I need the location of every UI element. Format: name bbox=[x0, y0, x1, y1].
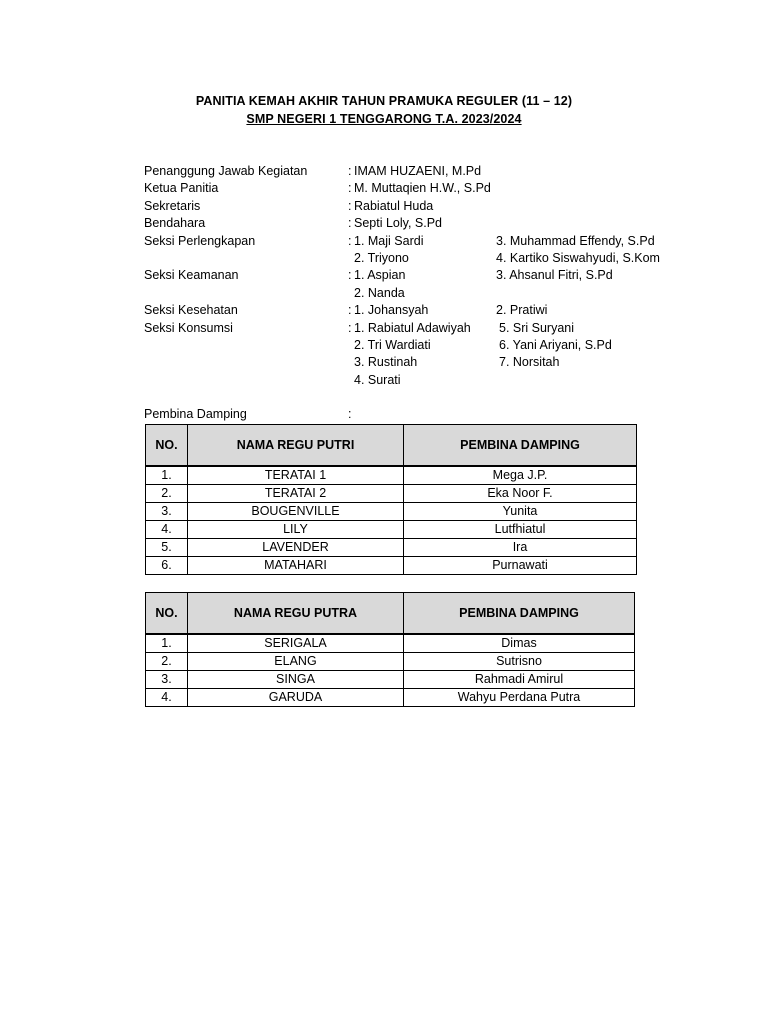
cell-nama-regu: GARUDA bbox=[188, 689, 404, 707]
role-member: 1. Aspian bbox=[354, 268, 406, 283]
role-colon: : bbox=[348, 303, 352, 318]
cell-no: 5. bbox=[146, 539, 188, 557]
table-regu-putra bbox=[145, 592, 635, 707]
committee-roles bbox=[144, 163, 684, 389]
role-member: 1. Johansyah bbox=[354, 303, 429, 318]
role-member: 1. Rabiatul Adawiyah bbox=[354, 320, 471, 335]
role-row bbox=[144, 163, 684, 180]
cell-no: 4. bbox=[146, 521, 188, 539]
table-row bbox=[146, 485, 637, 503]
role-label: Seksi Kesehatan bbox=[144, 303, 238, 318]
cell-nama-regu: LILY bbox=[188, 521, 404, 539]
role-label: Seksi Perlengkapan bbox=[144, 233, 256, 248]
cell-no: 3. bbox=[146, 503, 188, 521]
cell-nama-regu: SERIGALA bbox=[188, 635, 404, 653]
role-row bbox=[144, 267, 684, 284]
column-header-nama-regu: NAMA REGU PUTRA bbox=[188, 593, 404, 634]
cell-no: 1. bbox=[146, 467, 188, 485]
role-member: Septi Loly, S.Pd bbox=[354, 216, 443, 231]
role-member-secondary: 2. Pratiwi bbox=[496, 303, 548, 318]
cell-nama-regu: TERATAI 2 bbox=[188, 485, 404, 503]
role-label: Seksi Konsumsi bbox=[144, 320, 233, 335]
table-row bbox=[146, 689, 635, 707]
role-row bbox=[144, 180, 684, 197]
role-row bbox=[144, 233, 684, 250]
document-subtitle bbox=[0, 112, 768, 126]
role-colon: : bbox=[348, 233, 352, 248]
cell-pembina: Purnawati bbox=[404, 557, 637, 575]
table-row bbox=[146, 503, 637, 521]
document-subtitle-text: SMP NEGERI 1 TENGGARONG T.A. 2023/2024 bbox=[246, 112, 522, 126]
role-member-secondary: 5. Sri Suryani bbox=[499, 320, 575, 335]
role-row bbox=[144, 354, 684, 371]
table-row bbox=[146, 539, 637, 557]
role-label: Penanggung Jawab Kegiatan bbox=[144, 164, 308, 178]
cell-no: 6. bbox=[146, 557, 188, 575]
role-label: Ketua Panitia bbox=[144, 181, 219, 196]
cell-no: 3. bbox=[146, 671, 188, 689]
cell-nama-regu: MATAHARI bbox=[188, 557, 404, 575]
role-row bbox=[144, 302, 684, 319]
role-member: 2. Triyono bbox=[354, 250, 409, 265]
role-member: Rabiatul Huda bbox=[354, 198, 434, 213]
role-member-secondary: 3. Ahsanul Fitri, S.Pd bbox=[496, 268, 613, 283]
role-row bbox=[144, 215, 684, 232]
role-row bbox=[144, 250, 684, 267]
table-row bbox=[146, 635, 635, 653]
role-colon: : bbox=[348, 216, 352, 231]
cell-pembina: Eka Noor F. bbox=[404, 485, 637, 503]
cell-pembina: Rahmadi Amirul bbox=[404, 671, 635, 689]
role-member: 2. Tri Wardiati bbox=[354, 337, 431, 352]
role-member-secondary: 6. Yani Ariyani, S.Pd bbox=[499, 337, 612, 352]
role-member-secondary: 7. Norsitah bbox=[499, 355, 560, 370]
role-member: IMAM HUZAENI, M.Pd bbox=[354, 164, 482, 178]
pembina-label: Pembina Damping bbox=[144, 407, 247, 421]
role-member: 4. Surati bbox=[354, 372, 401, 387]
role-colon: : bbox=[348, 268, 352, 283]
cell-pembina: Sutrisno bbox=[404, 653, 635, 671]
cell-nama-regu: BOUGENVILLE bbox=[188, 503, 404, 521]
cell-nama-regu: LAVENDER bbox=[188, 539, 404, 557]
column-header-pembina: PEMBINA DAMPING bbox=[404, 593, 635, 634]
role-label: Seksi Keamanan bbox=[144, 268, 239, 283]
column-header-no: NO. bbox=[146, 593, 188, 634]
cell-no: 2. bbox=[146, 653, 188, 671]
cell-nama-regu: TERATAI 1 bbox=[188, 467, 404, 485]
table-row bbox=[146, 521, 637, 539]
cell-no: 2. bbox=[146, 485, 188, 503]
role-row bbox=[144, 320, 684, 337]
role-colon: : bbox=[348, 181, 352, 196]
cell-no: 4. bbox=[146, 689, 188, 707]
role-member: M. Muttaqien H.W., S.Pd bbox=[354, 181, 491, 196]
role-member-secondary: 3. Muhammad Effendy, S.Pd bbox=[496, 233, 655, 248]
role-member: 3. Rustinah bbox=[354, 355, 418, 370]
table-row bbox=[146, 557, 637, 575]
document-title: PANITIA KEMAH AKHIR TAHUN PRAMUKA REGULER (11 – 12) bbox=[195, 94, 573, 108]
role-member-secondary: 4. Kartiko Siswahyudi, S.Kom bbox=[496, 250, 660, 265]
cell-pembina: Lutfhiatul bbox=[404, 521, 637, 539]
table-row bbox=[146, 653, 635, 671]
role-label: Bendahara bbox=[144, 216, 206, 231]
role-colon: : bbox=[348, 198, 352, 213]
column-header-no: NO. bbox=[146, 425, 188, 466]
cell-pembina: Mega J.P. bbox=[404, 467, 637, 485]
cell-pembina: Yunita bbox=[404, 503, 637, 521]
table-row bbox=[146, 467, 637, 485]
column-header-nama-regu: NAMA REGU PUTRI bbox=[188, 425, 404, 466]
pembina-colon: : bbox=[348, 407, 352, 421]
role-colon: : bbox=[348, 320, 352, 335]
role-row bbox=[144, 198, 684, 215]
table-header-row bbox=[146, 425, 637, 466]
cell-no: 1. bbox=[146, 635, 188, 653]
role-label: Sekretaris bbox=[144, 198, 201, 213]
table-regu-putri bbox=[145, 424, 637, 575]
role-member: 2. Nanda bbox=[354, 285, 405, 300]
role-row bbox=[144, 285, 684, 302]
role-colon: : bbox=[348, 164, 352, 178]
pembina-damping-heading bbox=[144, 406, 444, 423]
cell-pembina: Dimas bbox=[404, 635, 635, 653]
cell-nama-regu: ELANG bbox=[188, 653, 404, 671]
role-row bbox=[144, 337, 684, 354]
cell-nama-regu: SINGA bbox=[188, 671, 404, 689]
cell-pembina: Wahyu Perdana Putra bbox=[404, 689, 635, 707]
cell-pembina: Ira bbox=[404, 539, 637, 557]
table-row bbox=[146, 671, 635, 689]
role-row bbox=[144, 372, 684, 389]
table-header-row bbox=[146, 593, 635, 634]
role-member: 1. Maji Sardi bbox=[354, 233, 424, 248]
column-header-pembina: PEMBINA DAMPING bbox=[404, 425, 637, 466]
